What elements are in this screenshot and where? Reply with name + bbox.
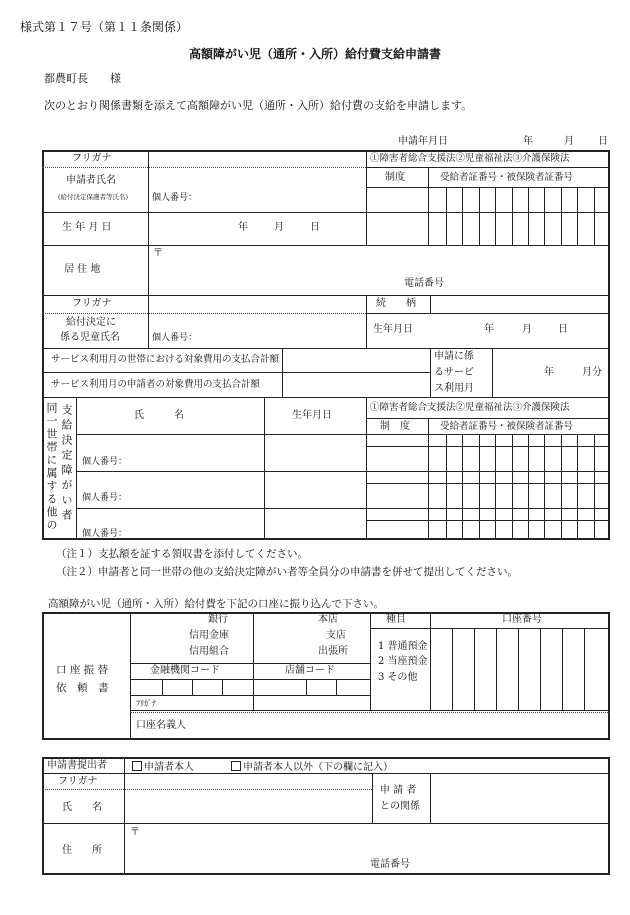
household-birth-header: 生年月日: [292, 410, 332, 421]
household-cert-cell-divider: [446, 434, 447, 540]
household-name-header: 氏 名: [134, 410, 184, 421]
child-name-label-2: 係る児童氏名: [60, 332, 120, 343]
account-cell-divider: [474, 628, 475, 710]
household-cert-cell-divider: [544, 434, 545, 540]
submitter-postal: 〒: [130, 827, 140, 838]
household-cert-cell-divider: [462, 434, 463, 540]
submitter-option-self-label: 申請者本人: [144, 762, 194, 773]
branch-type-shiten: 支店: [326, 630, 346, 641]
submitter-table: [42, 757, 610, 875]
applicant-cert-cell-divider: [462, 187, 463, 245]
applicant-cert-cell-divider: [544, 187, 545, 245]
applicant-cert-cell-divider: [577, 187, 578, 245]
applicant-cert-cell-divider: [594, 187, 595, 245]
submitter-name-label: 氏 名: [62, 802, 102, 813]
applicant-cert-cell-divider: [512, 187, 513, 245]
branch-code-label: 店舗コード: [285, 665, 335, 676]
applicant-cert-cell-divider: [561, 187, 562, 245]
household-personal-no-3: 個人番号：: [82, 529, 128, 539]
service-month-label-3: ス利用月: [434, 383, 474, 394]
household-cert-cell-divider: [512, 434, 513, 540]
holder-label: 口座名義人: [136, 720, 186, 731]
submitter-relation-2: との関係: [380, 801, 420, 812]
bank-code-cell-divider: [222, 679, 223, 695]
submitter-furigana-label: フリガナ: [58, 776, 98, 787]
applicant-personal-no: 個人番号：: [152, 193, 198, 203]
account-type-label: 種目: [386, 614, 406, 625]
household-side-label-2: 支給決定障がい者: [60, 404, 73, 524]
household-law-types: ①障害者総合支援法②児童福祉法③介護保険法: [370, 402, 570, 413]
birth-month: 月: [274, 222, 284, 233]
applicant-total-label: サービス利用月の申請者の対象費用の支払合計額: [51, 379, 261, 390]
birth-year: 年: [238, 222, 248, 233]
account-type-1: 1 普通預金: [378, 641, 428, 652]
applicant-cert-cell-divider: [446, 187, 447, 245]
birth-label: 生 年 月 日: [62, 222, 112, 233]
note-2: （注２）申請者と同一世帯の他の支給決定障がい者等全員分の申請書を併せて提出してください。: [56, 566, 518, 578]
addressee: 都農町長 様: [44, 72, 121, 85]
bank-type-shinkin: 信用金庫: [189, 630, 229, 641]
household-cert-cell-divider: [495, 434, 496, 540]
account-cell-divider: [518, 628, 519, 710]
submitter-option-other[interactable]: [231, 761, 393, 773]
address-phone: 電話番号: [404, 278, 444, 289]
account-cell-divider: [496, 628, 497, 710]
child-birth-year: 年: [484, 324, 494, 335]
household-cert-cell-divider: [479, 434, 480, 540]
household-cert-label: 受給者証番号・被保険者証番号: [440, 421, 574, 432]
service-year: 年: [544, 367, 554, 378]
intro-text: 次のとおり関係書類を添えて高額障がい児（通所・入所）給付費の支給を申請します。: [44, 99, 473, 112]
bank-code-cell-divider: [306, 679, 307, 695]
service-month-label-1: 申請に係: [434, 351, 474, 362]
main-table: [42, 150, 610, 540]
applicant-law-types: ①障害者総合支援法②児童福祉法③介護保険法: [370, 153, 570, 164]
submitter-relation-1: 申 請 者: [380, 785, 417, 796]
child-furigana-label: フリガナ: [72, 298, 112, 309]
note-1: （注１）支払額を証する領収書を添付してください。: [56, 548, 308, 560]
child-birth-day: 日: [558, 324, 568, 335]
holder-furigana-label: ﾌﾘｶﾞﾅ: [136, 699, 156, 708]
household-personal-no-1: 個人番号：: [82, 457, 128, 467]
household-personal-no-2: 個人番号：: [82, 493, 128, 503]
form-number: 様式第１７号（第１１条関係）: [20, 20, 189, 34]
date-day: 日: [598, 136, 608, 147]
applicant-cert-cell-divider: [495, 187, 496, 245]
submitter-label: 申請書提出者: [47, 760, 107, 771]
account-cell-divider: [584, 628, 585, 710]
address-label: 居 住 地: [64, 264, 101, 275]
applicant-name-label: 申請者氏名: [66, 175, 116, 186]
service-month-label-2: るサービ: [434, 367, 474, 378]
address-postal: 〒: [153, 248, 163, 259]
household-cert-cell-divider: [594, 434, 595, 540]
child-birth-label: 生年月日: [373, 324, 413, 335]
bank-code-cell-divider: [336, 679, 337, 695]
date-year: 年: [523, 136, 533, 147]
household-cert-cell-divider: [528, 434, 529, 540]
submitter-option-other-label: 申請者本人以外（下の欄に記入）: [243, 762, 393, 773]
account-type-3: 3 その他: [378, 672, 418, 683]
bank-type-bank: 銀行: [208, 614, 228, 625]
date-month: 月: [564, 136, 574, 147]
applicant-cert-cell-divider: [479, 187, 480, 245]
applicant-system-label: 制度: [385, 172, 405, 183]
applicant-cert-cell-divider: [528, 187, 529, 245]
bank-intro: 高額障がい児（通所・入所）給付費を下記の口座に振り込んで下さい。: [48, 598, 384, 610]
child-name-label-1: 給付決定に: [66, 317, 116, 328]
date-label: 申請年月日: [398, 136, 448, 147]
branch-type-shucchosho: 出張所: [318, 646, 348, 657]
submitter-address-label: 住 所: [62, 845, 102, 856]
checkbox-self[interactable]: [132, 761, 142, 771]
submitter-option-self[interactable]: [132, 761, 194, 773]
service-month: 月分: [582, 367, 602, 378]
account-number-label: 口座番号: [502, 614, 542, 625]
household-cert-cell-divider: [561, 434, 562, 540]
submitter-phone: 電話番号: [370, 859, 410, 870]
account-type-2: 2 当座預金: [378, 656, 428, 667]
account-cell-divider: [540, 628, 541, 710]
checkbox-other[interactable]: [231, 761, 241, 771]
child-relation-label: 続 柄: [376, 298, 416, 309]
child-birth-month: 月: [522, 324, 532, 335]
household-cert-cell-divider: [577, 434, 578, 540]
child-personal-no: 個人番号：: [152, 333, 198, 343]
applicant-furigana-label: フリガナ: [72, 153, 112, 164]
applicant-name-sub: (給付決定保護者等氏名): [58, 193, 129, 201]
account-cell-divider: [562, 628, 563, 710]
bank-type-kumiai: 信用組合: [189, 646, 229, 657]
page-title: 高額障がい児（通所・入所）給付費支給申請書: [188, 47, 441, 61]
birth-day: 日: [310, 222, 320, 233]
bank-label-1: 口 座 振 替: [56, 664, 109, 676]
bank-code-label: 金融機関コード: [150, 665, 220, 676]
bank-code-cell-divider: [162, 679, 163, 695]
household-total-label: サービス利用月の世帯における対象費用の支払合計額: [51, 354, 280, 365]
bank-label-2: 依 頼 書: [56, 682, 109, 694]
household-system-label: 制 度: [380, 421, 410, 432]
household-side-label-1: 同一世帯に属する他の: [45, 402, 58, 532]
branch-type-honten: 本店: [318, 614, 338, 625]
account-cell-divider: [452, 628, 453, 710]
bank-code-cell-divider: [192, 679, 193, 695]
applicant-cert-label: 受給者証番号・被保険者証番号: [440, 172, 574, 183]
